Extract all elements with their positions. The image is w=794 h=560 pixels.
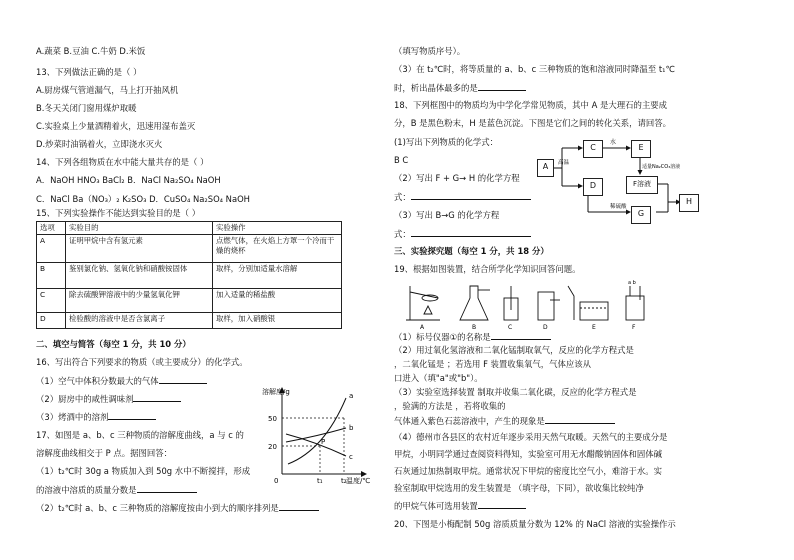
q18-part-1: (1)写出下列物质的化学式： bbox=[394, 137, 498, 147]
apparatus-label-e: E bbox=[592, 324, 596, 331]
flow-box-e: E bbox=[631, 140, 651, 158]
flow-box-g: G bbox=[631, 206, 651, 224]
q19-apparatus bbox=[400, 280, 660, 330]
table-row bbox=[37, 289, 342, 313]
q20-stem: 20、下图是小梅配制 50g 溶质质量分数为 12% 的 NaCl 溶液的实验操作示 bbox=[394, 519, 676, 529]
point-p-label: P bbox=[321, 438, 326, 446]
table-cell: B bbox=[37, 263, 66, 289]
q13-option-c: C.实验桌上少量酒精着火，迅速用湿布盖灭 bbox=[36, 121, 196, 131]
curve-a-label: a bbox=[349, 392, 354, 400]
graph-xlabel: 温度/℃ bbox=[346, 477, 371, 485]
table-row bbox=[37, 263, 342, 289]
apparatus-label-c: C bbox=[508, 324, 513, 331]
q18-stem-2: 分，B 是黑色粉末，H 是蓝色沉淀。下图是它们之间的转化关系，请回答。 bbox=[394, 118, 671, 128]
q19-part-3c: 气体通入紫色石蕊溶液中，产生的现象是 bbox=[394, 415, 615, 427]
q16-part-1: （1）空气中体积分数最大的气体 bbox=[36, 375, 207, 387]
q18-part-3b: 式： bbox=[394, 228, 531, 240]
q16-stem: 16、写出符合下列要求的物质（或主要成分）的化学式。 bbox=[36, 357, 248, 367]
q13-option-b: B.冬天关闭门窗用煤炉取暖 bbox=[36, 103, 137, 113]
q13-option-a: A.厨房煤气管道漏气，马上打开抽风机 bbox=[36, 85, 179, 95]
apparatus-port-labels: a b bbox=[628, 280, 636, 286]
q17-stem-2: 溶解度曲线相交于 P 点。据图回答： bbox=[36, 448, 172, 458]
apparatus-label-d: D bbox=[543, 324, 548, 331]
flow-box-h: H bbox=[679, 194, 699, 212]
graph-y50: 50 bbox=[268, 415, 277, 423]
table-cell: 取样，分别加适量水溶解 bbox=[213, 263, 342, 289]
q17-stem-1: 17、如图是 a、b、c 三种物质的溶解度曲线，a 与 c 的 bbox=[36, 430, 244, 440]
q17-part-2: （2）t₂℃时 a、b、c 三种物质的溶解度按由小到大的顺序排列是 bbox=[36, 502, 319, 514]
graph-ylabel: 溶解度/g bbox=[262, 388, 290, 396]
q14-options-ab: A．NaOH HNO₃ BaCl₂ B．NaCl Na₂SO₄ NaOH bbox=[36, 175, 221, 185]
q12-options: A.蔬菜 B.豆油 C.牛奶 D.米饭 bbox=[36, 46, 146, 56]
q19-part-4d: 验室制取甲烷选用的发生装置是 （填字母，下同），欲收集比较纯净 bbox=[394, 483, 644, 493]
q19-part-4b: 甲烷，小明同学通过查阅资料得知，实验室可用无水醋酸钠固体和固体碱 bbox=[394, 449, 662, 459]
q13-stem: 13、下列做法正确的是（ ） bbox=[36, 67, 142, 77]
flow-label-h2so4: 稀硫酸 bbox=[610, 204, 627, 210]
flow-label-na2co3: 适量Na₂CO₃溶液 bbox=[642, 164, 681, 170]
q17-part-1b: 的溶液中溶质的质量分数是 bbox=[36, 484, 197, 496]
q19-part-2c: 口进入（填"a"或"b"）。 bbox=[394, 373, 483, 383]
table-cell: 鉴别氯化钠、氢氧化钠和硝酸铵固体 bbox=[66, 263, 213, 289]
table-header-row bbox=[37, 222, 342, 235]
q19-part-4c: 石灰通过加热制取甲烷。通常状况下甲烷的密度比空气小，难溶于水。实 bbox=[394, 466, 662, 476]
table-cell: A bbox=[37, 235, 66, 263]
table-header: 实验操作 bbox=[213, 222, 342, 235]
q19-part-4e: 的甲烷气体可选用装置 bbox=[394, 500, 526, 512]
q17-part-3b: 时，析出晶体最多的是 bbox=[394, 82, 526, 94]
table-cell: 检验酸的溶液中是否含氯离子 bbox=[66, 313, 213, 329]
q14-options-cd: C．NaCl Ba（NO₃）₂ K₂SO₃ D．CuSO₄ Na₂SO₄ NaOH bbox=[36, 194, 250, 204]
table-cell: 除去硫酸钾溶液中的少量氢氧化钾 bbox=[66, 289, 213, 313]
solubility-graph bbox=[262, 384, 372, 484]
q15-stem: 15、下列实验操作不能达到实验目的是（ ） bbox=[36, 208, 201, 218]
table-cell: 证明甲烷中含有氢元素 bbox=[66, 235, 213, 263]
graph-t2: t₂ bbox=[341, 477, 347, 485]
table-cell: D bbox=[37, 313, 66, 329]
table-cell: 点燃气体，在火焰上方罩一个冷而干燥的烧杯 bbox=[213, 235, 342, 263]
curve-c-label: c bbox=[349, 453, 353, 461]
q17-part-3a: （3）在 t₂℃时，将等质量的 a、b、c 三种物质的饱和溶液同时降温至 t₁℃ bbox=[394, 64, 675, 74]
flow-box-a: A bbox=[537, 159, 554, 177]
table-row bbox=[37, 235, 342, 263]
q19-part-4a: （4）德州市各县区的农村近年逐步采用天然气取暖。天然气的主要成分是 bbox=[394, 432, 668, 442]
apparatus-label-f: F bbox=[632, 324, 636, 331]
graph-y20: 20 bbox=[268, 443, 277, 451]
q16-part-2: （2）厨房中的咸性调味剂 bbox=[36, 393, 181, 405]
q18-part-2a: （2）写出 F + G→ H 的化学方程 bbox=[394, 173, 520, 183]
apparatus-label-b: B bbox=[472, 324, 477, 331]
table-header: 实验目的 bbox=[66, 222, 213, 235]
q19-part-1: （1）标号仪器①的名称是 bbox=[394, 331, 551, 343]
q18-stem-1: 18、下列框图中的物质均为中学化学常见物质，其中 A 是大理石的主要成 bbox=[394, 100, 667, 110]
flow-box-d: D bbox=[583, 178, 603, 196]
table-cell: C bbox=[37, 289, 66, 313]
graph-origin: 0 bbox=[274, 477, 279, 485]
curve-b-label: b bbox=[349, 424, 354, 432]
flow-label-high-temp: 高温 bbox=[558, 160, 570, 166]
q18-part-2b: 式： bbox=[394, 191, 531, 203]
q16-part-3: （3）烤酒中的溶剂 bbox=[36, 411, 156, 423]
q19-stem: 19、根据如图装置，结合所学化学知识回答问题。 bbox=[394, 264, 581, 274]
q17-part-1a: （1）t₂℃时 30g a 物质加入到 50g 水中不断搅拌，形成 bbox=[36, 466, 251, 476]
section-3-title: 三、实验探究题（每空 1 分，共 18 分） bbox=[394, 246, 549, 256]
q18-flowchart-arrows bbox=[530, 120, 710, 240]
q13-option-d: D.炒菜时油锅着火，立即浇水灭火 bbox=[36, 139, 163, 149]
q19-part-3a: （3）实验室选择装置 制取并收集二氧化碳，反应的化学方程式是 bbox=[394, 387, 637, 397]
section-2-title: 二、填空与简答（每空 1 分，共 10 分） bbox=[36, 339, 191, 349]
table-cell: 加入适量的稀盐酸 bbox=[213, 289, 342, 313]
q17-part-2-note: （填写物质序号）。 bbox=[394, 46, 466, 56]
q18-part-1-blanks: B C bbox=[394, 155, 409, 165]
q19-part-2a: （2）用过氧化氢溶液和二氧化锰制取氧气，反应的化学方程式是 bbox=[394, 345, 634, 355]
q18-part-3a: （3）写出 B→G 的化学方程 bbox=[394, 210, 500, 220]
table-row bbox=[37, 313, 342, 329]
flow-box-f: F溶液 bbox=[626, 176, 658, 194]
q14-stem: 14、下列各组物质在水中能大量共存的是（ ） bbox=[36, 157, 209, 167]
graph-t1: t₁ bbox=[317, 477, 323, 485]
q19-part-3b: ，验满的方法是 ，若将收集的 bbox=[394, 401, 506, 411]
table-cell: 取样，加入硝酸银 bbox=[213, 313, 342, 329]
q15-table bbox=[36, 221, 342, 329]
q19-part-2b: ，二氧化锰是 ；若选用 F 装置收集氧气，气体应该从 bbox=[394, 359, 592, 369]
flow-box-c: C bbox=[583, 140, 603, 158]
flow-label-water: 水 bbox=[610, 139, 617, 146]
table-header: 选项 bbox=[37, 222, 66, 235]
apparatus-label-a: A bbox=[420, 324, 425, 331]
